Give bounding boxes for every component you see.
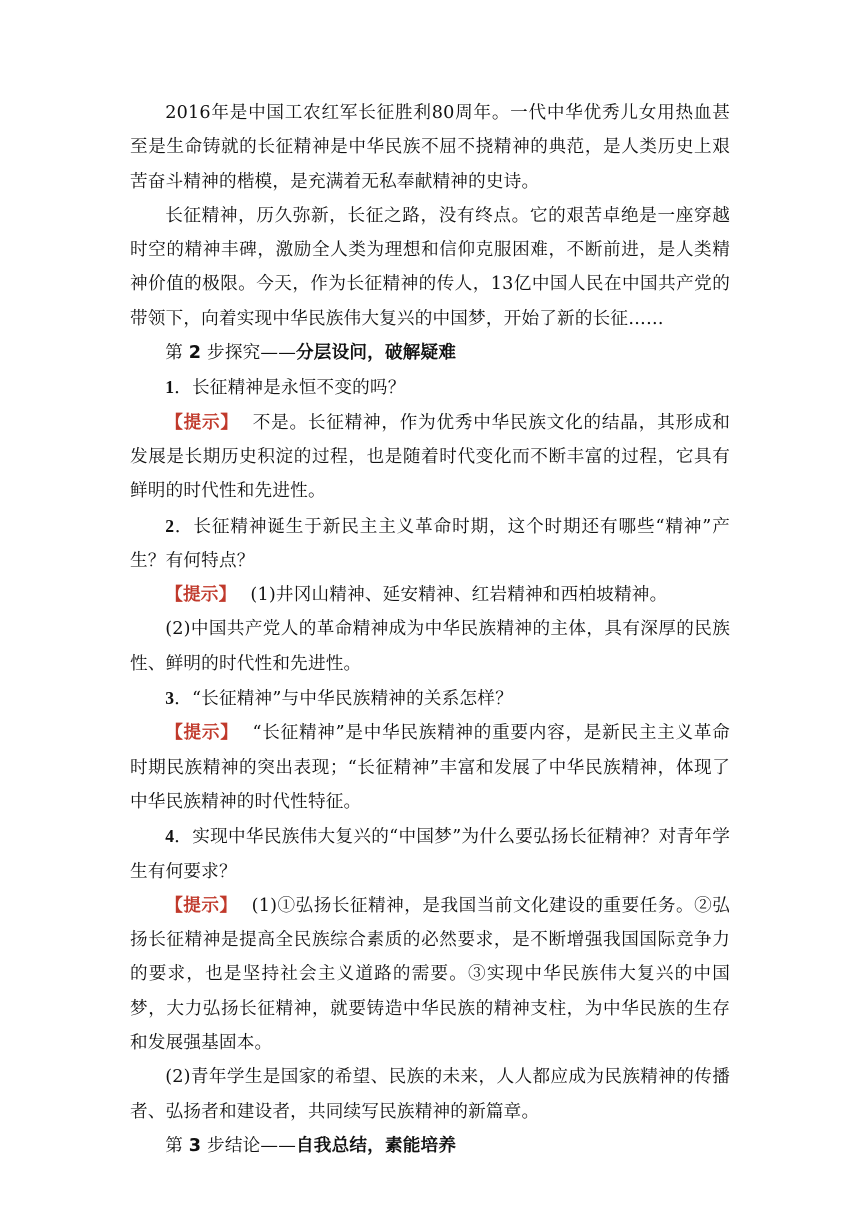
- answer-text: (1)井冈山精神、延安精神、红岩精神和西柏坡精神。: [250, 585, 668, 606]
- step-2-title: 分层设问，破解疑难: [296, 343, 457, 364]
- question-text: ．长征精神是永恒不变的吗？: [174, 378, 406, 399]
- question-number: 3: [165, 688, 175, 709]
- step-3-heading: [130, 1129, 730, 1163]
- step-2-number: 2: [188, 343, 202, 364]
- question-number: 1: [165, 377, 175, 398]
- hint-label: 【提示】: [165, 412, 239, 433]
- question-text: ．实现中华民族伟大复兴的“中国梦”为什么要弘扬长征精神？对青年学生有何要求？: [130, 827, 730, 882]
- question-text: ．“长征精神”与中华民族精神的关系怎样？: [174, 689, 513, 710]
- step-3-mid: 步结论——: [201, 1135, 296, 1156]
- question-3: [130, 681, 730, 716]
- answer-text: (1)①弘扬长征精神，是我国当前文化建设的重要任务。②弘扬长征精神是提高全民族综合素质的必然要求，是不断增强我国国际竞争力的要求，也是坚持社会主义道路的需要。③实现中华民族伟大复兴的中国梦，大力弘扬长征精神，就要铸造中华民族的精神支柱，为中华民族的生存和发展强基固本。: [130, 895, 730, 1054]
- question-2: [130, 509, 730, 579]
- step-2-heading: [130, 336, 730, 370]
- intro-paragraph-2: 长征精神，历久弥新，长征之路，没有终点。它的艰苦卓绝是一座穿越时空的精神丰碑，激励全人类为理想和信仰克服困难，不断前进，是人类精神价值的极限。今天，作为长征精神的传人，13亿中国人民在中国共产党的带领下，向着实现中华民族伟大复兴的中国梦，开始了新的长征……: [130, 205, 730, 329]
- hint-label: 【提示】: [165, 895, 238, 916]
- step-2-prefix: 第: [165, 343, 189, 364]
- answer-text: 不是。长征精神，作为优秀中华民族文化的结晶，其形成和发展是长期历史积淀的过程，也是随着时代变化而不断丰富的过程，它具有鲜明的时代性和先进性。: [130, 412, 731, 502]
- answer-2-part-2: (2)中国共产党人的革命精神成为中华民族精神的主体，具有深厚的民族性、鲜明的时代性和先进性。: [130, 619, 730, 674]
- step-2-mid: 步探究——: [201, 343, 296, 364]
- step-3-title: 自我总结，素能培养: [296, 1135, 457, 1156]
- answer-4: [130, 889, 730, 1060]
- answer-text: “长征精神”是中华民族精神的重要内容，是新民主主义革命时期民族精神的突出表现；“长征精神”丰富和发展了中华民族精神，体现了中华民族精神的时代性特征。: [130, 723, 730, 812]
- question-number: 2: [165, 515, 175, 536]
- answer-2: [130, 578, 730, 612]
- step-3-number: 3: [188, 1135, 202, 1156]
- hint-label: 【提示】: [165, 585, 237, 606]
- answer-4-part-2: (2)青年学生是国家的希望、民族的未来，人人都应成为民族精神的传播者、弘扬者和建设者，共同续写民族精神的新篇章。: [130, 1067, 730, 1122]
- step-3-prefix: 第: [165, 1135, 189, 1156]
- question-number: 4: [165, 826, 175, 847]
- intro-paragraph-1: 2016年是中国工农红军长征胜利80周年。一代中华优秀儿女用热血甚至是生命铸就的长征精神是中华民族不屈不挠精神的典范，是人类历史上艰苦奋斗精神的楷模，是充满着无私奉献精神的史诗。: [130, 103, 730, 192]
- question-4: [130, 819, 730, 889]
- answer-1: [130, 406, 730, 509]
- question-1: [130, 370, 730, 405]
- question-text: ．长征精神诞生于新民主主义革命时期，这个时期还有哪些“精神”产生？有何特点？: [130, 516, 730, 571]
- answer-3: [130, 716, 730, 819]
- hint-label: 【提示】: [165, 723, 239, 744]
- document-page: [130, 96, 730, 1163]
